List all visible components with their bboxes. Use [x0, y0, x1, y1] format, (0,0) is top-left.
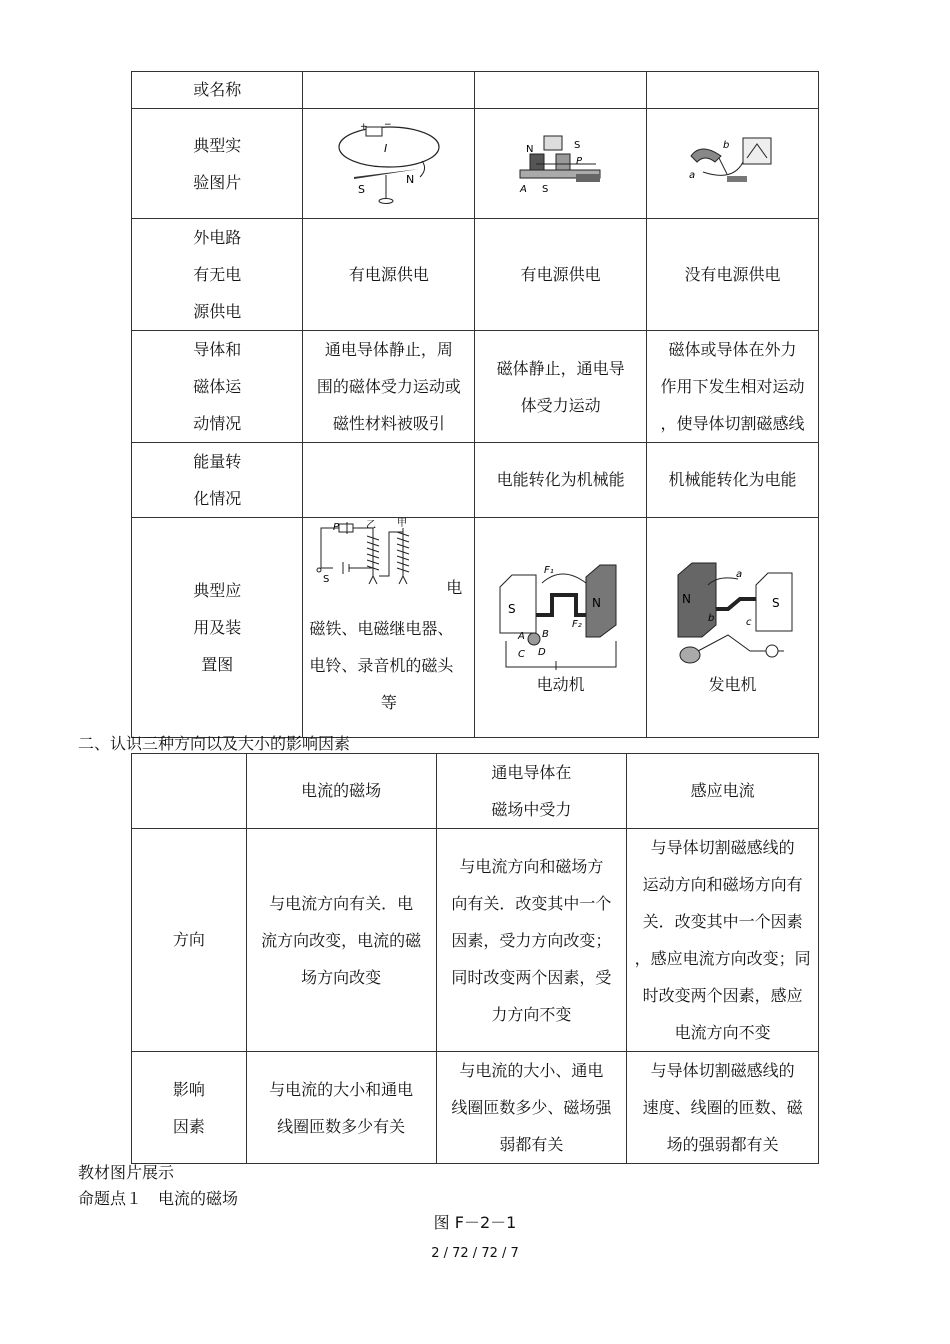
svg-text:a: a [688, 169, 695, 181]
textbook-label: 教材图片展示 [78, 1163, 175, 1182]
table-row: 能量转 化情况 电能转化为机械能 机械能转化为电能 [132, 443, 819, 518]
table-row: 方向 与电流方向有关．电 流方向改变，电流的磁 场方向改变 与电流方向和磁场方 向有关．改变其中一个 因素，受力方向改变； 同时改变两个因素，受 力方向不变 与导体切割磁感线的 运动方向和磁场方向有 关．改变其中一个因素 ，感应电流方向改变；同 时改变两个因素，感应 电流方向不变 [132, 829, 819, 1052]
motor-figure [496, 555, 626, 670]
svg-text:B: B [541, 629, 549, 640]
force-experiment-figure [475, 109, 647, 219]
svg-text:b: b [707, 613, 714, 624]
svg-text:P: P [575, 155, 582, 167]
svg-text:P: P [333, 522, 340, 533]
svg-text:N: N [591, 596, 601, 610]
table-row: 外电路 有无电 源供电 有电源供电 有电源供电 没有电源供电 [132, 219, 819, 331]
svg-text:D: D [537, 647, 546, 658]
table-row: 影响 因素 与电流的大小和通电 线圈匝数多少有关 与电流的大小、通电 线圈匝数多少、磁场强 弱都有关 与导体切割磁感线的 速度、线圈的匝数、磁 场的强弱都有关 [132, 1052, 819, 1164]
svg-text:c: c [745, 617, 752, 628]
svg-text:乙: 乙 [366, 520, 377, 531]
table-row [132, 72, 819, 109]
svg-text:b: b [722, 139, 729, 151]
svg-text:N: N [525, 143, 534, 155]
svg-text:S: S [573, 139, 581, 151]
svg-text:甲: 甲 [397, 518, 408, 529]
svg-text:S: S [507, 602, 516, 616]
oersted-experiment-figure [303, 109, 475, 219]
page-number: 2 / 72 / 72 / 7 [431, 1246, 519, 1261]
svg-text:F₂: F₂ [571, 619, 582, 630]
comparison-table-2 [131, 753, 819, 1164]
svg-text:N: N [405, 172, 415, 186]
svg-text:S: S [323, 574, 330, 585]
svg-text:S: S [357, 182, 365, 196]
table-row: 电流的磁场 通电导体在 磁场中受力 感应电流 [132, 754, 819, 829]
section-heading: 二、认识三种方向以及大小的影响因素 [78, 734, 351, 753]
table-row: 典型应 用及装 置图 P 乙 甲 S 电 磁铁、电磁继电器、 电铃、录音机的磁头 等 S N F₁ F₂ A B C D 电动机 N S a b c 发电机 [132, 518, 819, 738]
svg-text:F₁: F₁ [543, 565, 554, 576]
svg-text:S: S [771, 596, 780, 610]
svg-text:−: − [383, 119, 392, 130]
table-row: 导体和 磁体运 动情况 通电导体静止，周 围的磁体受力运动或 磁性材料被吸引 磁体静止，通电导 体受力运动 磁体或导体在外力 作用下发生相对运动 ，使导体切割磁感线 [132, 331, 819, 443]
generator-figure [668, 555, 798, 670]
row-label: 导体和 磁体运 动情况 [132, 331, 303, 443]
topic-heading: 命题点１ 电流的磁场 [78, 1189, 239, 1208]
svg-text:A: A [519, 183, 527, 194]
svg-text:I: I [383, 141, 388, 155]
comparison-table-1 [131, 71, 819, 738]
row-label: 典型实 验图片 [132, 109, 303, 219]
row-label: 典型应 用及装 置图 [132, 518, 303, 738]
electromagnet-figure [309, 518, 429, 608]
svg-text:+: + [359, 121, 368, 132]
svg-text:N: N [681, 592, 691, 606]
table-row [132, 109, 819, 219]
figure-caption: 图 F－2－1 [433, 1213, 517, 1232]
row-label: 外电路 有无电 源供电 [132, 219, 303, 331]
svg-text:S: S [541, 183, 549, 194]
svg-text:C: C [517, 649, 525, 660]
row-label: 或名称 [132, 72, 303, 109]
induction-experiment-figure [647, 109, 819, 219]
svg-text:A: A [517, 631, 525, 642]
row-label: 能量转 化情况 [132, 443, 303, 518]
svg-text:a: a [735, 569, 742, 580]
